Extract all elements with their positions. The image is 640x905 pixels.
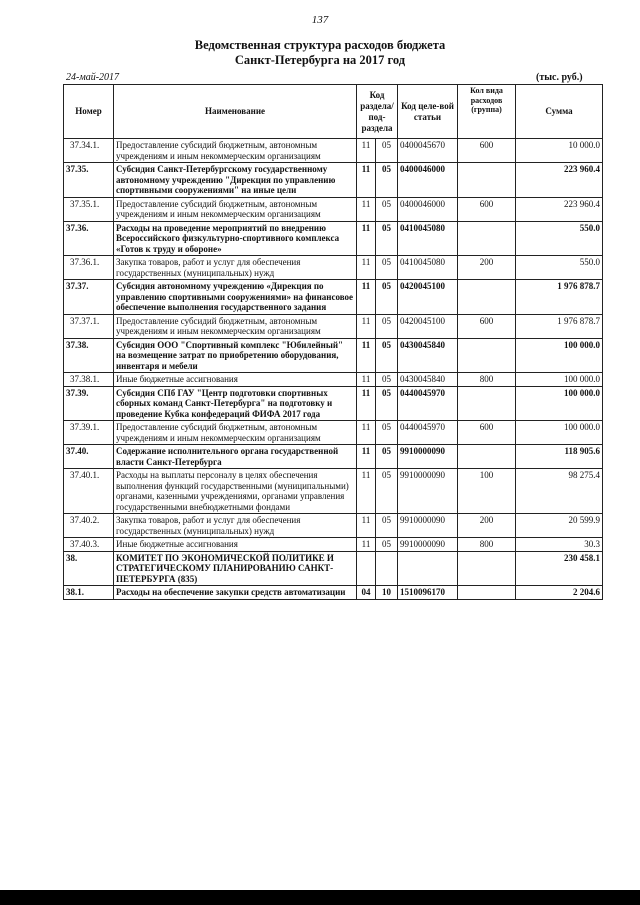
row-section: 04: [357, 586, 376, 600]
row-target-code: 0410045080: [398, 221, 458, 256]
row-number: 37.36.1.: [64, 256, 114, 280]
row-expense-type: [458, 338, 516, 373]
row-name: Закупка товаров, работ и услуг для обеспечения государственных (муниципальных) нужд: [114, 256, 357, 280]
document-title: [0, 38, 640, 68]
budget-table: [63, 84, 603, 600]
row-section: 11: [357, 256, 376, 280]
row-number: 37.40.3.: [64, 538, 114, 552]
row-sum: 100 000.0: [516, 421, 603, 445]
row-sum: 30.3: [516, 538, 603, 552]
header-target: Код целе-вой статьи: [398, 85, 458, 139]
table-row: [64, 163, 603, 198]
row-name: Предоставление субсидий бюджетным, автономным учреждениям и иным некоммерческим организациям: [114, 139, 357, 163]
row-sum: 1 976 878.7: [516, 280, 603, 315]
row-number: 38.1.: [64, 586, 114, 600]
row-name: Предоставление субсидий бюджетным, автономным учреждениям и иным некоммерческим организациям: [114, 421, 357, 445]
row-expense-type: 800: [458, 373, 516, 387]
row-name: Расходы на выплаты персоналу в целях обеспечения выполнения функций государственными (муниципальными) органами, казенными учреждениями, органами управления государственными внебюджетными фондами: [114, 469, 357, 514]
row-number: 38.: [64, 551, 114, 586]
row-expense-type: [458, 445, 516, 469]
row-section: 11: [357, 386, 376, 421]
row-subsection: 05: [376, 163, 398, 198]
header-name: Наименование: [114, 85, 357, 139]
table-row: [64, 538, 603, 552]
row-subsection: 05: [376, 280, 398, 315]
row-expense-type: [458, 163, 516, 198]
row-subsection: 05: [376, 314, 398, 338]
row-subsection: 05: [376, 256, 398, 280]
row-expense-type: [458, 586, 516, 600]
row-subsection: 05: [376, 445, 398, 469]
row-target-code: 0430045840: [398, 338, 458, 373]
row-section: [357, 551, 376, 586]
table-row: [64, 445, 603, 469]
row-sum: 10 000.0: [516, 139, 603, 163]
row-sum: 20 599.9: [516, 514, 603, 538]
row-section: 11: [357, 314, 376, 338]
row-subsection: 05: [376, 221, 398, 256]
row-number: 37.37.: [64, 280, 114, 315]
row-name: Содержание исполнительного органа государственной власти Санкт-Петербурга: [114, 445, 357, 469]
row-number: 37.36.: [64, 221, 114, 256]
row-name: Субсидия СПб ГАУ "Центр подготовки спортивных сборных команд Санкт-Петербурга" на подготовку и проведение Кубка конфедераций ФИФА 2017 года: [114, 386, 357, 421]
header-expense-type: Кол вида расходов (группа): [458, 85, 516, 139]
page-number: 137: [311, 14, 329, 26]
row-number: 37.40.2.: [64, 514, 114, 538]
title-line-2: Санкт-Петербурга на 2017 год: [234, 53, 406, 67]
row-name: Иные бюджетные ассигнования: [114, 538, 357, 552]
row-sum: 100 000.0: [516, 373, 603, 387]
row-number: 37.37.1.: [64, 314, 114, 338]
title-line-1: Ведомственная структура расходов бюджета: [194, 38, 446, 52]
row-sum: 230 458.1: [516, 551, 603, 586]
row-section: 11: [357, 139, 376, 163]
row-target-code: 0400046000: [398, 197, 458, 221]
row-expense-type: 200: [458, 514, 516, 538]
row-subsection: 05: [376, 338, 398, 373]
table-row: [64, 514, 603, 538]
row-sum: 223 960.4: [516, 197, 603, 221]
row-sum: 550.0: [516, 221, 603, 256]
row-subsection: 10: [376, 586, 398, 600]
row-target-code: 0400046000: [398, 163, 458, 198]
row-target-code: 9910000090: [398, 445, 458, 469]
table-row: [64, 139, 603, 163]
row-section: 11: [357, 280, 376, 315]
row-target-code: 9910000090: [398, 469, 458, 514]
row-sum: 118 905.6: [516, 445, 603, 469]
row-name: КОМИТЕТ ПО ЭКОНОМИЧЕСКОЙ ПОЛИТИКЕ И СТРАТЕГИЧЕСКОМУ ПЛАНИРОВАНИЮ САНКТ-ПЕТЕРБУРГА (835): [114, 551, 357, 586]
row-expense-type: 600: [458, 197, 516, 221]
row-subsection: 05: [376, 514, 398, 538]
row-sum: 1 976 878.7: [516, 314, 603, 338]
row-target-code: 0400045670: [398, 139, 458, 163]
row-number: 37.38.: [64, 338, 114, 373]
row-number: 37.35.1.: [64, 197, 114, 221]
row-number: 37.40.1.: [64, 469, 114, 514]
row-subsection: 05: [376, 469, 398, 514]
row-target-code: [398, 551, 458, 586]
table-row: [64, 197, 603, 221]
row-section: 11: [357, 373, 376, 387]
row-target-code: 1510096170: [398, 586, 458, 600]
row-expense-type: 600: [458, 421, 516, 445]
row-expense-type: 600: [458, 139, 516, 163]
table-row: [64, 221, 603, 256]
header-sum: Сумма: [516, 85, 603, 139]
row-section: 11: [357, 221, 376, 256]
table-row: [64, 373, 603, 387]
row-number: 37.38.1.: [64, 373, 114, 387]
row-expense-type: 200: [458, 256, 516, 280]
units-label: (тыс. руб.): [536, 72, 583, 83]
row-sum: 98 275.4: [516, 469, 603, 514]
row-section: 11: [357, 469, 376, 514]
scan-edge: [0, 890, 640, 905]
table-row: [64, 551, 603, 586]
row-target-code: 0420045100: [398, 280, 458, 315]
row-target-code: 0410045080: [398, 256, 458, 280]
row-sum: 223 960.4: [516, 163, 603, 198]
row-expense-type: 600: [458, 314, 516, 338]
row-target-code: 9910000090: [398, 538, 458, 552]
row-subsection: 05: [376, 373, 398, 387]
header-number: Номер: [64, 85, 114, 139]
row-subsection: 05: [376, 421, 398, 445]
row-name: Расходы на проведение мероприятий по внедрению Всероссийского физкультурно-спортивного комплекса «Готов к труду и обороне»: [114, 221, 357, 256]
row-section: 11: [357, 197, 376, 221]
row-subsection: 05: [376, 139, 398, 163]
table-row: [64, 469, 603, 514]
row-name: Субсидия автономному учреждению «Дирекция по управлению спортивными сооружениями» на финансовое обеспечение выполнения государственного задания: [114, 280, 357, 315]
row-expense-type: [458, 280, 516, 315]
row-expense-type: [458, 386, 516, 421]
row-name: Предоставление субсидий бюджетным, автономным учреждениям и иным некоммерческим организациям: [114, 314, 357, 338]
row-name: Закупка товаров, работ и услуг для обеспечения государственных (муниципальных) нужд: [114, 514, 357, 538]
row-expense-type: [458, 221, 516, 256]
table-row: [64, 314, 603, 338]
row-sum: 2 204.6: [516, 586, 603, 600]
row-subsection: 05: [376, 386, 398, 421]
table-header: [64, 85, 603, 139]
row-section: 11: [357, 163, 376, 198]
row-number: 37.35.: [64, 163, 114, 198]
row-expense-type: 800: [458, 538, 516, 552]
row-section: 11: [357, 445, 376, 469]
row-name: Предоставление субсидий бюджетным, автономным учреждениям и иным некоммерческим организациям: [114, 197, 357, 221]
row-number: 37.39.: [64, 386, 114, 421]
row-name: Субсидия ООО "Спортивный комплекс "Юбилейный" на возмещение затрат по приобретению оборудования, инвентаря и мебели: [114, 338, 357, 373]
row-section: 11: [357, 538, 376, 552]
table-row: [64, 386, 603, 421]
row-target-code: 0420045100: [398, 314, 458, 338]
row-subsection: [376, 551, 398, 586]
row-target-code: 9910000090: [398, 514, 458, 538]
row-sum: 100 000.0: [516, 386, 603, 421]
row-number: 37.40.: [64, 445, 114, 469]
row-name: Расходы на обеспечение закупки средств автоматизации: [114, 586, 357, 600]
row-expense-type: [458, 551, 516, 586]
row-section: 11: [357, 514, 376, 538]
row-sum: 550.0: [516, 256, 603, 280]
header-section: Код раздела/ под-раздела: [357, 85, 398, 139]
row-target-code: 0430045840: [398, 373, 458, 387]
table-row: [64, 256, 603, 280]
table-row: [64, 280, 603, 315]
row-sum: 100 000.0: [516, 338, 603, 373]
row-expense-type: 100: [458, 469, 516, 514]
row-number: 37.34.1.: [64, 139, 114, 163]
row-target-code: 0440045970: [398, 421, 458, 445]
table-row: [64, 338, 603, 373]
document-date: 24-май-2017: [66, 72, 120, 83]
table-row: [64, 421, 603, 445]
row-name: Субсидия Санкт-Петербургскому государственному автономному учреждению "Дирекция по управлению спортивными сооружениями" на иные цели: [114, 163, 357, 198]
row-section: 11: [357, 421, 376, 445]
row-section: 11: [357, 338, 376, 373]
row-number: 37.39.1.: [64, 421, 114, 445]
row-target-code: 0440045970: [398, 386, 458, 421]
table-row: [64, 586, 603, 600]
row-name: Иные бюджетные ассигнования: [114, 373, 357, 387]
row-subsection: 05: [376, 538, 398, 552]
row-subsection: 05: [376, 197, 398, 221]
